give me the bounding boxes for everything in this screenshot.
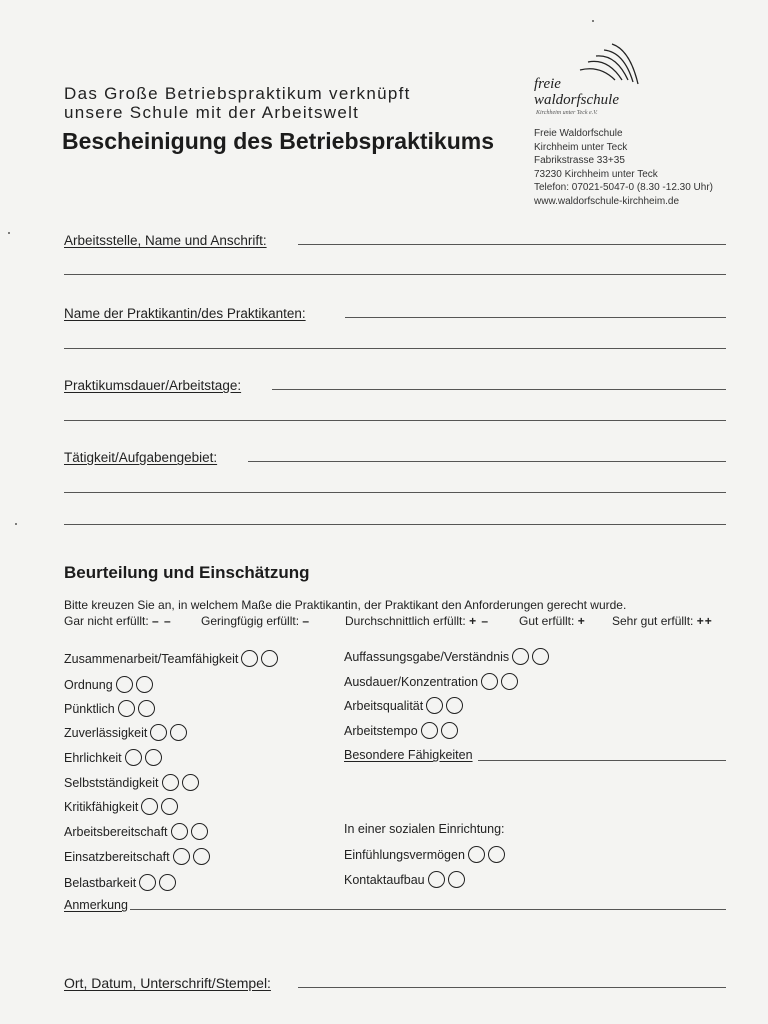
rating-item	[64, 700, 155, 717]
rating-item	[64, 848, 210, 865]
rating-label: Selbstständigkeit	[64, 775, 159, 790]
rating-circle[interactable]	[468, 846, 485, 863]
address-line: Fabrikstrasse 33+35	[534, 155, 625, 167]
scale-item	[345, 614, 489, 628]
rating-circle[interactable]	[150, 724, 167, 741]
rating-label: Auffassungsgabe/Verständnis	[344, 649, 510, 664]
activity-line[interactable]	[248, 461, 726, 462]
signature-line[interactable]	[298, 987, 726, 988]
scale-item	[64, 614, 172, 628]
logo-word-waldorfschule: waldorfschule	[534, 92, 619, 108]
rating-circle[interactable]	[532, 648, 549, 665]
rating-label: Zusammenarbeit/Teamfähigkeit	[64, 651, 239, 666]
assessment-instruction: Bitte kreuzen Sie an, in welchem Maße die Praktikantin, der Praktikant den Anforderungen gerecht wurde.	[64, 598, 627, 612]
rating-circle[interactable]	[241, 650, 258, 667]
scale-label: Geringfügig erfüllt:	[201, 614, 300, 628]
logo-subtitle: Kirchheim unter Teck e.V.	[536, 110, 598, 116]
assessment-heading: Beurteilung und Einschätzung	[64, 563, 310, 582]
scale-label: Gut erfüllt:	[519, 614, 575, 628]
rating-circle[interactable]	[191, 823, 208, 840]
duration-label: Praktikumsdauer/Arbeitstage:	[64, 378, 242, 393]
rating-circle[interactable]	[448, 871, 465, 888]
rating-label: Pünktlich	[64, 701, 115, 716]
remark-line[interactable]	[130, 909, 726, 910]
signature-label: Ort, Datum, Unterschrift/Stempel:	[64, 975, 271, 991]
rating-label: Arbeitstempo	[344, 723, 418, 738]
rating-circle[interactable]	[446, 697, 463, 714]
rating-label: Kritikfähigkeit	[64, 799, 139, 814]
rating-item	[344, 871, 465, 888]
scale-symbol: ++	[696, 614, 713, 628]
rating-item	[344, 673, 518, 690]
scale-label: Gar nicht erfüllt:	[64, 614, 149, 628]
rating-circle[interactable]	[441, 722, 458, 739]
rating-circle[interactable]	[428, 871, 445, 888]
intro-text	[64, 84, 411, 122]
rating-label: Ausdauer/Konzentration	[344, 674, 479, 689]
intern-name-line-2[interactable]	[64, 348, 726, 349]
rating-circle[interactable]	[512, 648, 529, 665]
rating-item	[64, 650, 278, 667]
rating-circle[interactable]	[173, 848, 190, 865]
rating-circle[interactable]	[125, 749, 142, 766]
rating-label: Kontaktaufbau	[344, 872, 425, 887]
rating-label: Arbeitsbereitschaft	[64, 824, 168, 839]
rating-label: Belastbarkeit	[64, 875, 137, 890]
rating-circle[interactable]	[170, 724, 187, 741]
special-abilities-label: Besondere Fähigkeiten	[344, 748, 473, 762]
remark-label: Anmerkung	[64, 898, 128, 912]
page-title: Bescheinigung des Betriebspraktikums	[62, 128, 495, 154]
scale-label: Sehr gut erfüllt:	[612, 614, 694, 628]
special-abilities-line[interactable]	[478, 760, 726, 761]
address-line: Kirchheim unter Teck	[534, 141, 628, 153]
rating-circle[interactable]	[145, 749, 162, 766]
workplace-label: Arbeitsstelle, Name und Anschrift:	[64, 233, 267, 248]
rating-item	[344, 722, 458, 739]
address-line: 73230 Kirchheim unter Teck	[534, 168, 658, 180]
scale-symbol: –	[302, 614, 311, 628]
rating-circle[interactable]	[118, 700, 135, 717]
rating-label: Arbeitsqualität	[344, 698, 424, 713]
scale-item	[519, 614, 586, 628]
rating-item	[64, 749, 162, 766]
rating-circle[interactable]	[161, 798, 178, 815]
activity-line-2[interactable]	[64, 492, 726, 493]
rating-circle[interactable]	[139, 874, 156, 891]
rating-item	[64, 676, 153, 693]
rating-circle[interactable]	[261, 650, 278, 667]
rating-circle[interactable]	[501, 673, 518, 690]
scan-speck	[8, 232, 10, 234]
rating-circle[interactable]	[138, 700, 155, 717]
scale-item	[201, 614, 310, 628]
intern-name-line[interactable]	[345, 317, 726, 318]
activity-line-3[interactable]	[64, 524, 726, 525]
rating-circle[interactable]	[182, 774, 199, 791]
scale-symbol: – –	[152, 614, 172, 628]
workplace-line-2[interactable]	[64, 274, 726, 275]
rating-item	[64, 798, 178, 815]
address-line: Freie Waldorfschule	[534, 128, 623, 139]
rating-circle[interactable]	[481, 673, 498, 690]
intro-line-1: Das Große Betriebspraktikum verknüpft	[64, 84, 411, 103]
intro-line-2: unsere Schule mit der Arbeitswelt	[64, 103, 360, 122]
rating-circle[interactable]	[171, 823, 188, 840]
rating-label: Ordnung	[64, 677, 113, 692]
rating-item	[64, 774, 199, 791]
rating-item	[344, 648, 549, 665]
rating-item	[344, 846, 505, 863]
logo-word-freie: freie	[534, 76, 561, 92]
scale-label: Durchschnittlich erfüllt:	[345, 614, 466, 628]
rating-item	[344, 697, 463, 714]
activity-label: Tätigkeit/Aufgabengebiet:	[64, 450, 218, 465]
rating-circle[interactable]	[421, 722, 438, 739]
rating-circle[interactable]	[116, 676, 133, 693]
rating-label: Einfühlungsvermögen	[344, 847, 465, 862]
rating-label: Einsatzbereitschaft	[64, 849, 170, 864]
rating-circle[interactable]	[426, 697, 443, 714]
intern-name-label: Name der Praktikantin/des Praktikanten:	[64, 306, 306, 321]
rating-item	[64, 874, 176, 891]
social-heading: In einer sozialen Einrichtung:	[344, 822, 505, 836]
scale-symbol: + –	[469, 614, 490, 628]
rating-circle[interactable]	[159, 874, 176, 891]
scan-speck	[15, 523, 17, 525]
duration-line[interactable]	[272, 389, 726, 390]
workplace-line[interactable]	[298, 244, 726, 245]
address-line: Telefon: 07021-5047-0 (8.30 -12.30 Uhr)	[534, 182, 714, 194]
rating-circle[interactable]	[141, 798, 158, 815]
rating-item	[64, 823, 208, 840]
duration-line-2[interactable]	[64, 420, 726, 421]
scale-symbol: +	[577, 614, 586, 628]
rating-label: Zuverlässigkeit	[64, 725, 148, 740]
rating-circle[interactable]	[193, 848, 210, 865]
rating-circle[interactable]	[136, 676, 153, 693]
rating-circle[interactable]	[162, 774, 179, 791]
school-address	[534, 127, 713, 209]
school-logo	[530, 40, 650, 122]
rating-circle[interactable]	[488, 846, 505, 863]
scan-speck	[592, 20, 594, 22]
address-line: www.waldorfschule-kirchheim.de	[534, 195, 680, 207]
rating-label: Ehrlichkeit	[64, 750, 122, 765]
rating-item	[64, 724, 187, 741]
scale-item	[612, 614, 713, 628]
